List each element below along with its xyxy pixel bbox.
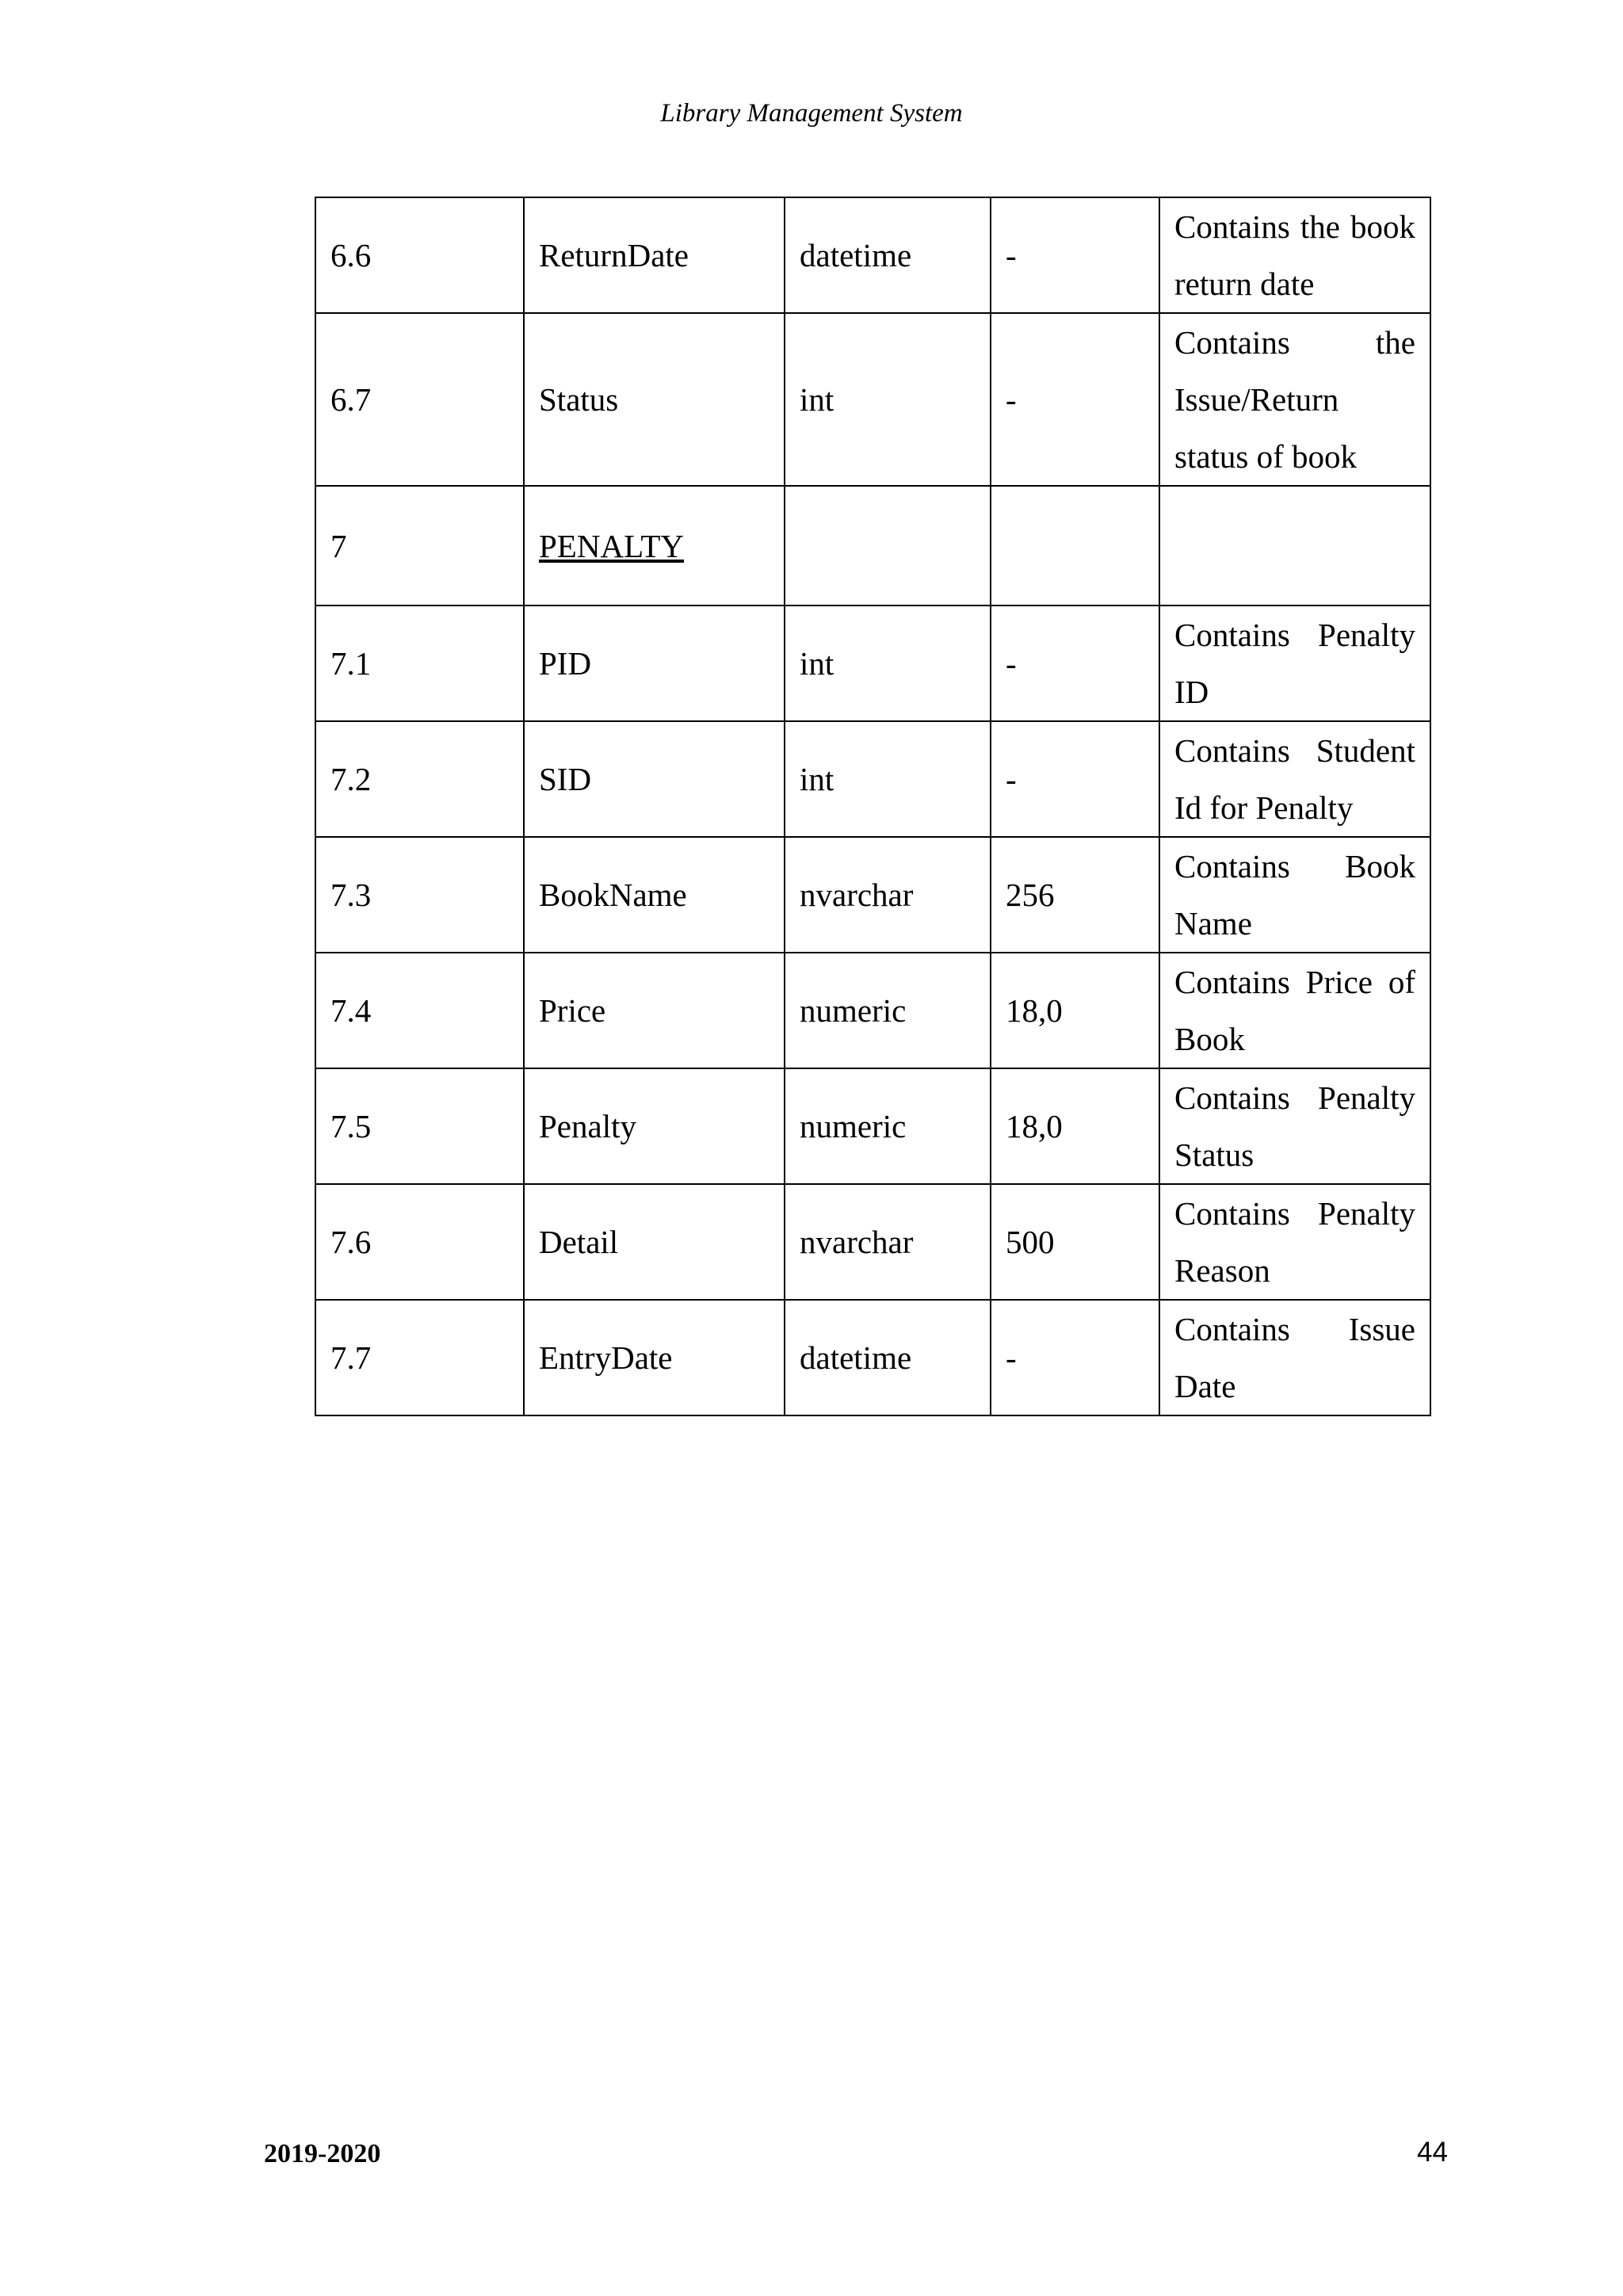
row-number: 7.2 [315,721,524,837]
field-description: Contains Price of Book [1159,953,1430,1068]
data-type: datetime [785,197,991,313]
field-description: Contains Penalty Reason [1159,1184,1430,1300]
field-name: BookName [524,837,785,953]
data-type: int [785,721,991,837]
field-size: 500 [991,1184,1159,1300]
row-number: 7.3 [315,837,524,953]
row-number: 7.1 [315,606,524,721]
data-dictionary-table [315,197,1431,1416]
section-number: 7 [315,486,524,606]
field-size: - [991,1300,1159,1415]
table-row [315,1300,1430,1415]
row-number: 7.7 [315,1300,524,1415]
field-description: Contains Penalty ID [1159,606,1430,721]
table-row [315,606,1430,721]
field-size: - [991,313,1159,486]
field-name: Price [524,953,785,1068]
page-header: Library Management System [660,99,963,128]
table-row [315,313,1430,486]
data-type: numeric [785,1068,991,1184]
field-size: 18,0 [991,953,1159,1068]
data-type: int [785,313,991,486]
field-name: Penalty [524,1068,785,1184]
field-size: - [991,197,1159,313]
page-number: 44 [1417,2137,1448,2168]
field-name: Detail [524,1184,785,1300]
field-size: - [991,721,1159,837]
data-type: datetime [785,1300,991,1415]
data-type: nvarchar [785,837,991,953]
field-size: 256 [991,837,1159,953]
row-number: 7.4 [315,953,524,1068]
field-size: - [991,606,1159,721]
field-description: Contains the Issue/Return status of book [1159,313,1430,486]
field-description: Contains Issue Date [1159,1300,1430,1415]
data-type: numeric [785,953,991,1068]
field-size [991,486,1159,606]
table-row [315,1184,1430,1300]
field-name: PID [524,606,785,721]
row-number: 6.6 [315,197,524,313]
field-description: Contains Book Name [1159,837,1430,953]
field-description [1159,486,1430,606]
table-row [315,721,1430,837]
field-name: EntryDate [524,1300,785,1415]
table-row [315,953,1430,1068]
row-number: 6.7 [315,313,524,486]
data-type: nvarchar [785,1184,991,1300]
table-row [315,1068,1430,1184]
row-number: 7.6 [315,1184,524,1300]
row-number: 7.5 [315,1068,524,1184]
field-description: Contains Penalty Status [1159,1068,1430,1184]
field-name: Status [524,313,785,486]
field-size: 18,0 [991,1068,1159,1184]
field-name: SID [524,721,785,837]
data-type: int [785,606,991,721]
footer-year: 2019-2020 [264,2139,381,2168]
section-title: PENALTY [524,486,785,606]
field-description: Contains the book return date [1159,197,1430,313]
table-row [315,837,1430,953]
field-description: Contains Student Id for Penalty [1159,721,1430,837]
table-row [315,197,1430,313]
field-name: ReturnDate [524,197,785,313]
data-type [785,486,991,606]
table-section-row [315,486,1430,606]
